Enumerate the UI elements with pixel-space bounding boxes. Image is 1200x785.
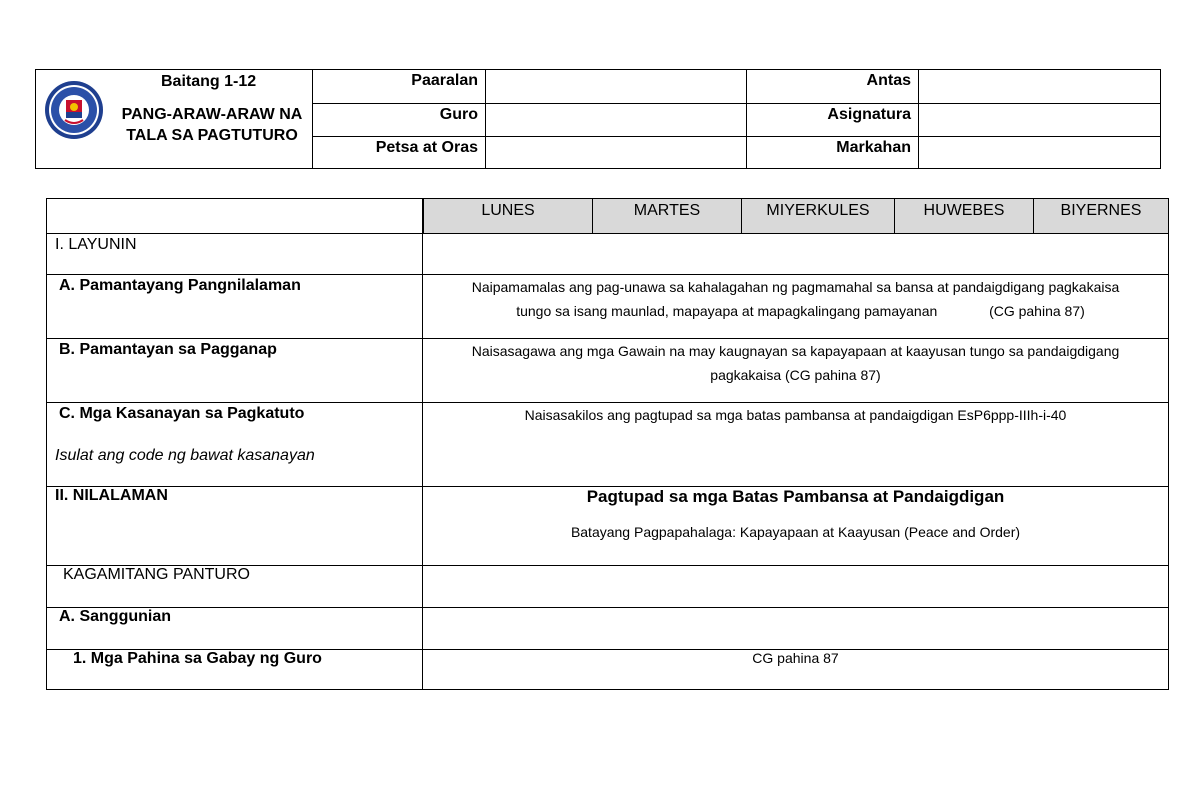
field-label-antas: Antas xyxy=(747,70,919,103)
table-row xyxy=(47,486,1168,565)
core-value: Batayang Pagpapahalaga: Kapayapaan at Kaayusan (Peace and Order) xyxy=(570,524,1021,540)
row-content xyxy=(423,275,1168,338)
content-line: Naisasagawa ang mga Gawain na may kaugnayan sa kapayapaan at kaayusan tungo sa pandaigdigang xyxy=(471,343,1120,359)
row-label-text: A. Sanggunian xyxy=(59,608,171,625)
header-fields xyxy=(313,70,1160,168)
field-label-markahan: Markahan xyxy=(747,137,919,168)
day-lunes: LUNES xyxy=(423,199,592,233)
field-value-markahan[interactable] xyxy=(919,137,1160,168)
day-martes: MARTES xyxy=(592,199,741,233)
lesson-plan-table xyxy=(46,198,1169,690)
table-row xyxy=(47,402,1168,486)
field-value-petsa-oras[interactable] xyxy=(486,137,747,168)
row-label-kagamitan xyxy=(47,566,423,607)
field-label-petsa-oras: Petsa at Oras xyxy=(313,137,486,168)
content-line: Naipamamalas ang pag-unawa sa kahalagahan ng pagmamahal sa bansa at pandaigdigang pagkakaisa xyxy=(471,279,1120,295)
row-label-text: C. Mga Kasanayan sa Pagkatuto xyxy=(59,405,305,422)
dll-header xyxy=(35,69,1161,169)
header-title-block xyxy=(36,70,313,168)
content-line xyxy=(433,299,1168,323)
header-row xyxy=(313,103,1160,136)
row-content xyxy=(423,487,1168,565)
content-line: CG pahina 87 xyxy=(752,650,839,666)
day-huwebes: HUWEBES xyxy=(894,199,1033,233)
row-label-pamantayang-pangnilalaman xyxy=(47,275,423,338)
field-label-asignatura: Asignatura xyxy=(747,104,919,136)
deped-seal-icon xyxy=(44,80,104,140)
header-row xyxy=(313,136,1160,168)
row-content xyxy=(423,403,1168,486)
field-value-antas[interactable] xyxy=(919,70,1160,103)
table-row xyxy=(47,274,1168,338)
day-header-row xyxy=(423,199,1168,233)
day-biyernes: BIYERNES xyxy=(1033,199,1168,233)
row-content xyxy=(423,566,1168,607)
row-label-text: I. LAYUNIN xyxy=(55,236,137,253)
row-label-text: A. Pamantayang Pangnilalaman xyxy=(59,277,301,294)
row-content xyxy=(423,234,1168,274)
row-label-pamantayan-pagganap xyxy=(47,339,423,402)
row-label-text: 1. Mga Pahina sa Gabay ng Guro xyxy=(73,650,322,667)
day-miyerkules: MIYERKULES xyxy=(741,199,894,233)
row-label-layunin xyxy=(47,234,423,274)
field-value-asignatura[interactable] xyxy=(919,104,1160,136)
row-content xyxy=(423,608,1168,649)
table-row xyxy=(47,233,1168,274)
blank-header-cell xyxy=(47,199,423,233)
table-row xyxy=(47,565,1168,607)
field-label-guro: Guro xyxy=(313,104,486,136)
table-row xyxy=(47,649,1168,689)
row-label-gabay-guro xyxy=(47,650,423,689)
table-row xyxy=(47,338,1168,402)
row-content xyxy=(423,339,1168,402)
table-row xyxy=(47,607,1168,649)
field-label-paaralan: Paaralan xyxy=(313,70,486,103)
content-line: pagkakaisa (CG pahina 87) xyxy=(710,367,881,383)
header-row xyxy=(313,70,1160,103)
row-label-nilalaman xyxy=(47,487,423,565)
row-label-kasanayan xyxy=(47,403,423,486)
lesson-title: Pagtupad sa mga Batas Pambansa at Pandaigdigan xyxy=(586,487,1005,506)
grade-level: Baitang 1-12 xyxy=(161,73,257,90)
content-text: tungo sa isang maunlad, mapayapa at mapagkalingang pamayanan xyxy=(516,303,938,319)
row-label-text: B. Pamantayan sa Pagganap xyxy=(59,341,277,358)
cg-reference: (CG pahina 87) xyxy=(989,303,1085,319)
row-label-sanggunian xyxy=(47,608,423,649)
field-value-paaralan[interactable] xyxy=(486,70,747,103)
field-value-guro[interactable] xyxy=(486,104,747,136)
instruction-note: Isulat ang code ng bawat kasanayan xyxy=(55,447,315,464)
row-label-text: KAGAMITANG PANTURO xyxy=(63,566,250,583)
document-title: PANG-ARAW-ARAW NA TALA SA PAGTUTURO xyxy=(121,106,303,144)
row-label-text: II. NILALAMAN xyxy=(55,487,168,504)
content-line: Naisasakilos ang pagtupad sa mga batas pambansa at pandaigdigan EsP6ppp-IIIh-i-40 xyxy=(524,407,1067,423)
row-content xyxy=(423,650,1168,689)
